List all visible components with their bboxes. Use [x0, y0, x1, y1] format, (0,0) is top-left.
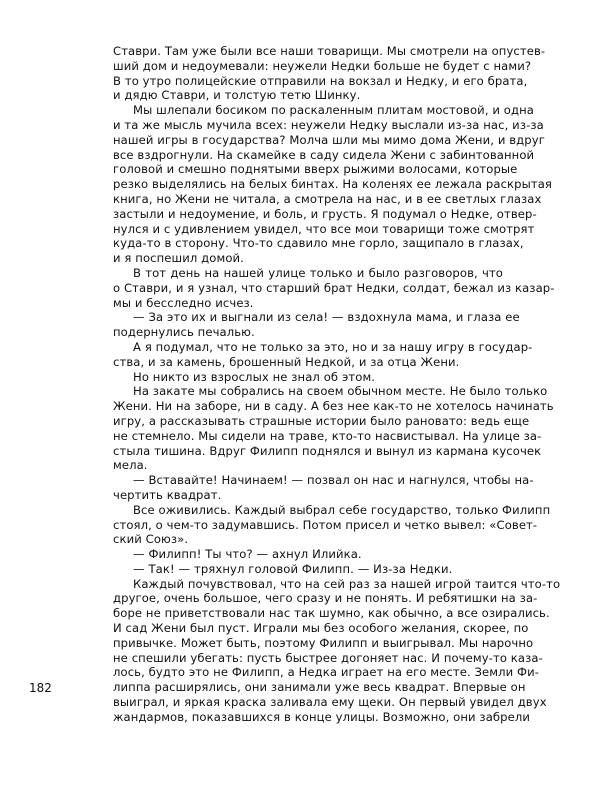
text-line: не стемнело. Мы сидели на траве, кто-то насвистывал. На улице за-: [113, 428, 542, 443]
text-line: жандармов, показавшихся в конце улицы. Возможно, они забрели: [113, 709, 530, 724]
text-line: ший дом и недоумевали: неужели Недки больше не будет с нами?: [113, 58, 532, 73]
text-line: книга, но Жени не читала, а смотрела на нас, и в ее светлых глазах: [113, 191, 542, 206]
text-line: мы и бесследно исчез.: [113, 295, 254, 310]
text-line: — Вставайте! Начинаем! — позвал он нас и нагнулся, чтобы на-: [133, 473, 534, 488]
text-line: боре не приветствовали нас так шумно, как обычно, а все озирались.: [113, 606, 550, 621]
text-line: и дядю Ставри, и толстую тетю Шинку.: [113, 88, 361, 103]
text-line: мела.: [113, 458, 148, 473]
text-line: головой и смешно поднятыми вверх рыжими волосами, которые: [113, 162, 518, 177]
text-line: лось, будто это не Филипп, а Недка играет на его месте. Земли Фи-: [113, 665, 540, 680]
text-line: привычке. Может быть, поэтому Филипп и выигрывал. Мы нарочно: [113, 635, 534, 650]
text-line: Каждый почувствовал, что на сей раз за нашей игрой таится что-то: [133, 576, 561, 591]
page-number: 182: [29, 681, 52, 695]
text-line: чертить квадрат.: [113, 487, 222, 502]
text-line: — За это их и выгнали из села! — вздохнула мама, и глаза ее: [133, 310, 520, 325]
text-line: не спешили убегать: пусть быстрее догоняет нас. И почему-то каза-: [113, 650, 543, 665]
text-line: и я поспешил домой.: [113, 251, 244, 266]
text-line: стоял, о чем-то задумавшись. Потом присел и четко вывел: «Совет-: [113, 517, 538, 532]
text-line: В тот день на нашей улице только и было разговоров, что: [133, 265, 503, 280]
text-line: А я подумал, что не только за это, но и за нашу игру в государ-: [133, 339, 533, 354]
text-line: куда-то в сторону. Что-то сдавило мне горло, защипало в глазах,: [113, 236, 524, 251]
text-line: Но никто из взрослых не знал об этом.: [133, 369, 376, 384]
body-text: [113, 44, 561, 725]
text-line: Мы шлепали босиком по раскаленным плитам мостовой, и одна: [133, 103, 535, 118]
text-line: — Филипп! Ты что? — ахнул Илийка.: [133, 547, 362, 562]
text-line: нашей игры в государства? Молча шли мы мимо дома Жени, и вдруг: [113, 132, 545, 147]
text-line: Все оживились. Каждый выбрал себе государство, только Филипп: [133, 502, 551, 517]
text-line: стыла тишина. Вдруг Филипп поднялся и вынул из кармана кусочек: [113, 443, 542, 458]
text-line: резко выделялись на белых бинтах. На коленях ее лежала раскрытая: [113, 177, 552, 192]
text-line: нулся и с удивлением увидел, что все мои товарищи тоже смотрят: [113, 221, 535, 236]
text-line: застыли и недоумение, и боль, и грусть. Я подумал о Недке, отвер-: [113, 206, 537, 221]
text-line: липпа расширялись, они занимали уже весь квадрат. Впервые он: [113, 680, 526, 695]
text-line: ства, и за камень, брошенный Недкой, и за отца Жени.: [113, 354, 460, 369]
text-line: ский Союз».: [113, 532, 189, 547]
text-line: — Так! — тряхнул головой Филипп. — Из-за Недки.: [133, 561, 453, 576]
text-line: другое, очень большое, чего сразу и не понять. И ребятишки на за-: [113, 591, 538, 606]
text-line: о Ставри, и я узнал, что старший брат Недки, солдат, бежал из казар-: [113, 280, 555, 295]
text-line: На закате мы собрались на своем обычном месте. Не было только: [133, 384, 548, 399]
text-line: игру, а рассказывать страшные истории было рановато: ведь еще: [113, 413, 530, 428]
text-line: Ставри. Там уже были все наши товарищи. Мы смотрели на опустев-: [113, 44, 546, 58]
text-line: Жени. Ни на заборе, ни в саду. А без нее как-то не хотелось начинать: [113, 399, 554, 414]
text-line: выиграл, и яркая краска заливала ему щеки. Он первый увидел двух: [113, 695, 547, 710]
text-line: все вздрогнули. На скамейке в саду сидела Жени с забинтованной: [113, 147, 535, 162]
text-line: подернулись печалью.: [113, 325, 255, 340]
text-line: В то утро полицейские отправили на вокзал и Недку, и его брата,: [113, 73, 528, 88]
text-line: и та же мысль мучила всех: неужели Недку выслали из-за нас, из-за: [113, 117, 544, 132]
text-line: И сад Жени был пуст. Играли мы без особого желания, скорее, по: [113, 621, 529, 636]
